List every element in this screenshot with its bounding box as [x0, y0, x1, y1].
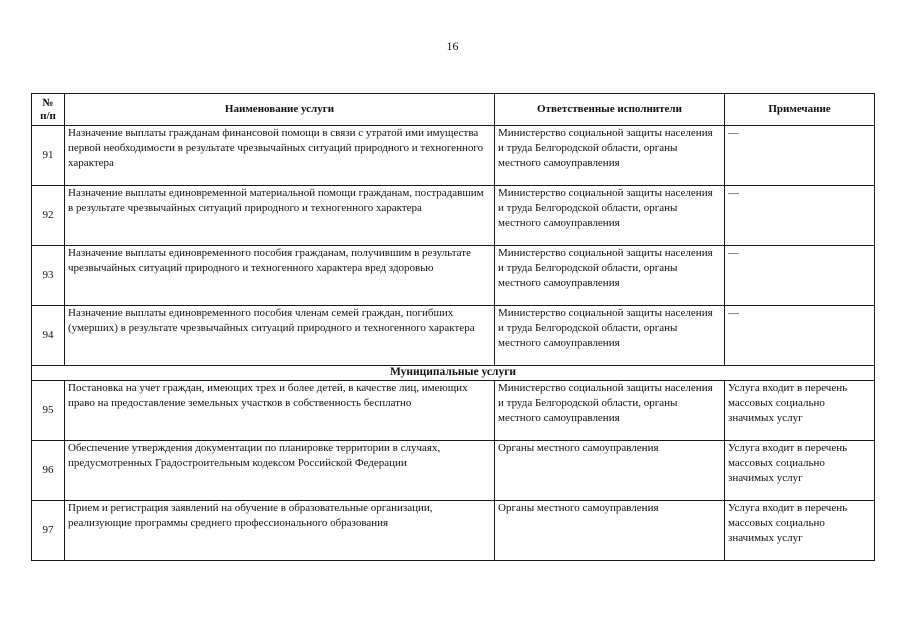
- service-executors: Министерство социальной защиты населения и труда Белгородской области, органы местного самоуправления: [495, 126, 725, 186]
- service-name: Постановка на учет граждан, имеющих трех и более детей, в качестве лиц, имеющих право на предоставление земельных участков в собственность бесплатно: [65, 381, 495, 441]
- service-note: —: [725, 126, 875, 186]
- header-note: Примечание: [725, 94, 875, 126]
- service-note: —: [725, 246, 875, 306]
- service-note: —: [725, 186, 875, 246]
- row-number: 91: [32, 126, 65, 186]
- table-row: [32, 501, 875, 561]
- service-executors: Органы местного самоуправления: [495, 441, 725, 501]
- header-num: [32, 94, 65, 126]
- table-row: [32, 246, 875, 306]
- header-executors: Ответственные исполнители: [495, 94, 725, 126]
- row-number: 92: [32, 186, 65, 246]
- table-row: [32, 126, 875, 186]
- service-note: Услуга входит в перечень массовых социально значимых услуг: [725, 381, 875, 441]
- service-executors: Министерство социальной защиты населения и труда Белгородской области, органы местного самоуправления: [495, 306, 725, 366]
- service-name: Прием и регистрация заявлений на обучение в образовательные организации, реализующие программы среднего профессионального образования: [65, 501, 495, 561]
- section-header-row: [32, 366, 875, 381]
- page-number: 16: [446, 39, 459, 53]
- header-num-label: № п/п: [40, 96, 56, 122]
- service-note: —: [725, 306, 875, 366]
- service-note: Услуга входит в перечень массовых социально значимых услуг: [725, 441, 875, 501]
- table-header-row: [32, 94, 875, 126]
- service-executors: Органы местного самоуправления: [495, 501, 725, 561]
- service-executors: Министерство социальной защиты населения и труда Белгородской области, органы местного самоуправления: [495, 186, 725, 246]
- table-row: [32, 381, 875, 441]
- service-name: Обеспечение утверждения документации по планировке территории в случаях, предусмотренных Градостроительным кодексом Российской Федерации: [65, 441, 495, 501]
- table-row: [32, 306, 875, 366]
- service-note: Услуга входит в перечень массовых социально значимых услуг: [725, 501, 875, 561]
- table-row: [32, 441, 875, 501]
- service-name: Назначение выплаты единовременного пособия членам семей граждан, погибших (умерших) в результате чрезвычайных ситуаций природного и техногенного характера: [65, 306, 495, 366]
- row-number: 95: [32, 381, 65, 441]
- table-row: [32, 186, 875, 246]
- row-number: 94: [32, 306, 65, 366]
- row-number: 97: [32, 501, 65, 561]
- service-name: Назначение выплаты гражданам финансовой помощи в связи с утратой ими имущества первой необходимости в результате чрезвычайных ситуаций природного и техногенного характера: [65, 126, 495, 186]
- service-executors: Министерство социальной защиты населения и труда Белгородской области, органы местного самоуправления: [495, 381, 725, 441]
- service-name: Назначение выплаты единовременного пособия гражданам, получившим в результате чрезвычайных ситуаций природного и техногенного характера вред здоровью: [65, 246, 495, 306]
- section-title-municipal: Муниципальные услуги: [32, 366, 875, 381]
- row-number: 96: [32, 441, 65, 501]
- service-executors: Министерство социальной защиты населения и труда Белгородской области, органы местного самоуправления: [495, 246, 725, 306]
- service-name: Назначение выплаты единовременной материальной помощи гражданам, пострадавшим в результате чрезвычайных ситуаций природного и техногенного характера: [65, 186, 495, 246]
- header-name: Наименование услуги: [65, 94, 495, 126]
- row-number: 93: [32, 246, 65, 306]
- services-table: [31, 93, 875, 561]
